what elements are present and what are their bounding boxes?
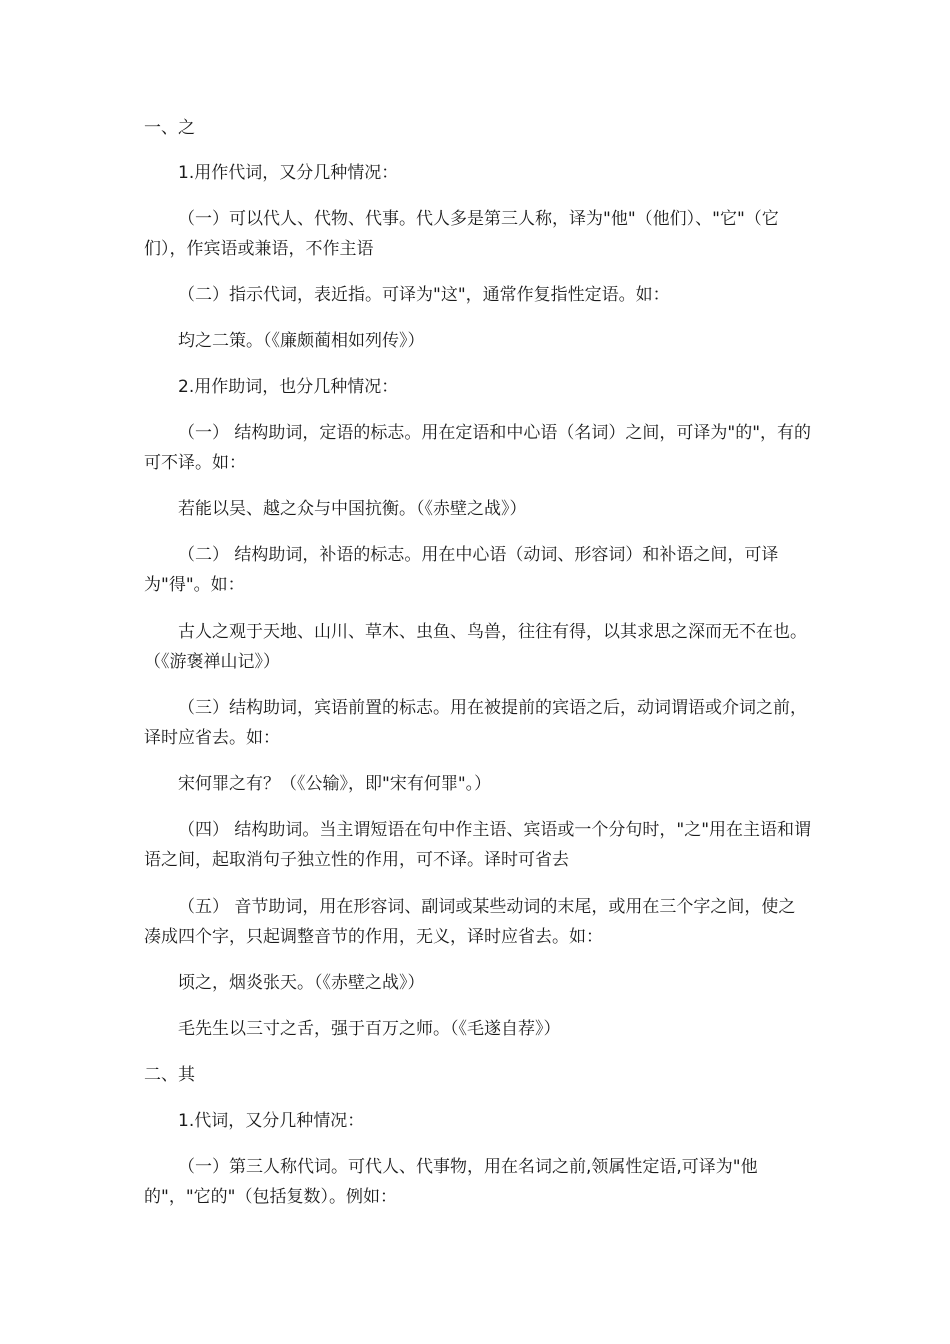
paragraph: （一） 结构助词，定语的标志。用在定语和中心语（名词）之间，可译为"的"，有的可不译。如： xyxy=(144,423,812,473)
section-heading-qi: 二、其 xyxy=(144,1065,195,1085)
example-sentence: 古人之观于天地、山川、草木、虫鱼、鸟兽，往往有得，以其求思之深而无不在也。（《游褒禅山记》） xyxy=(144,622,807,672)
example-sentence: 若能以吴、越之众与中国抗衡。（《赤壁之战》） xyxy=(178,499,527,519)
paragraph: 1.代词，又分几种情况： xyxy=(178,1111,365,1131)
example-sentence: 均之二策。（《廉颇蔺相如列传》） xyxy=(178,331,425,351)
paragraph: （五） 音节助词，用在形容词、副词或某些动词的末尾，或用在三个字之间，使之凑成四个字，只起调整音节的作用，无义，译时应省去。如： xyxy=(144,897,796,947)
example-sentence: 宋何罪之有？（《公输》，即"宋有何罪"。） xyxy=(178,774,492,794)
paragraph: （二）指示代词，表近指。可译为"这"，通常作复指性定语。如： xyxy=(178,285,670,305)
paragraph: （三）结构助词，宾语前置的标志。用在被提前的宾语之后，动词谓语或介词之前，译时应省去。如： xyxy=(144,698,807,748)
paragraph: 2.用作助词，也分几种情况： xyxy=(178,377,399,397)
example-sentence: 毛先生以三寸之舌，强于百万之师。（《毛遂自荐》） xyxy=(178,1019,561,1039)
section-heading-zhi: 一、之 xyxy=(144,118,195,138)
paragraph: （二） 结构助词，补语的标志。用在中心语（动词、形容词）和补语之间，可译为"得"。如： xyxy=(144,545,779,595)
paragraph: 1.用作代词，又分几种情况： xyxy=(178,163,399,183)
paragraph: （一）可以代人、代物、代事。代人多是第三人称，译为"他"（他们）、"它"（它们），作宾语或兼语，不作主语 xyxy=(144,209,779,259)
paragraph: （四） 结构助词。当主谓短语在句中作主语、宾语或一个分句时，"之"用在主语和谓语之间，起取消句子独立性的作用，可不译。译时可省去 xyxy=(144,820,812,870)
paragraph: （一）第三人称代词。可代人、代事物，用在名词之前,领属性定语,可译为"他的"，"它的"（包括复数）。例如： xyxy=(144,1157,758,1207)
example-sentence: 顷之，烟炎张天。（《赤壁之战》） xyxy=(178,973,425,993)
